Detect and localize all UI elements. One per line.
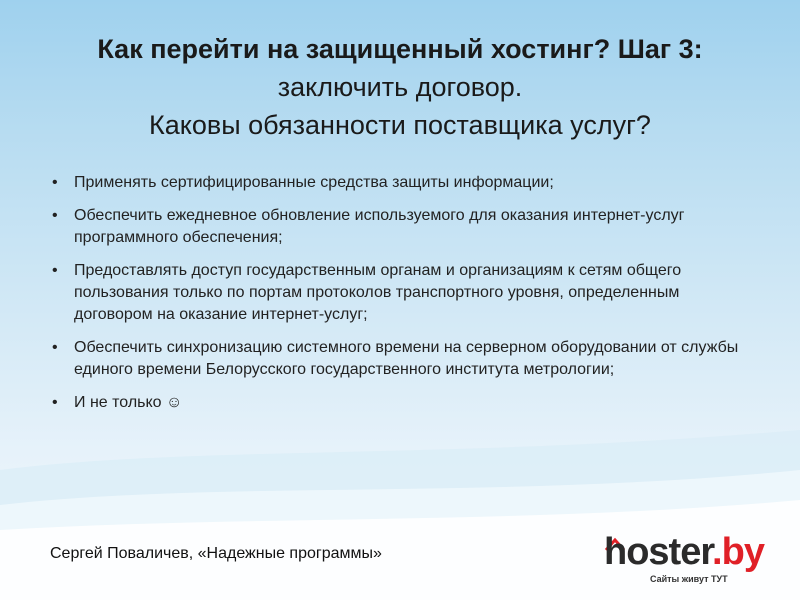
logo-wordmark <box>604 530 764 574</box>
bullet-icon: • <box>52 174 58 191</box>
list-item-text: Предоставлять доступ государственным органам и организациям к сетям общего пользования только по портам протоколов транспортного уровня, определенным договором на оказание интернет-услуг; <box>74 262 682 323</box>
list-item-text: Обеспечить ежедневное обновление используемого для оказания интернет-услуг программного обеспечения; <box>74 207 685 246</box>
author-credit: Сергей Поваличев, «Надежные программы» <box>50 545 382 562</box>
logo-tagline: Сайты живут ТУТ <box>650 574 728 584</box>
bullet-icon: • <box>52 339 58 356</box>
bullet-icon: • <box>52 262 58 279</box>
list-item <box>50 205 750 249</box>
list-item <box>50 172 750 194</box>
list-item-text: Применять сертифицированные средства защиты информации; <box>74 174 554 191</box>
title-line-3: Каковы обязанности поставщика услуг? <box>149 110 651 140</box>
bullet-icon: • <box>52 394 58 411</box>
list-item <box>50 260 750 326</box>
list-item-text: И не только ☺ <box>74 394 183 411</box>
logo-accent: .by <box>712 531 764 573</box>
title-line-2: заключить договор. <box>277 72 523 102</box>
list-item-text: Обеспечить синхронизацию системного времени на серверном оборудовании от службы единого времени Белорусского государственного института метрологии; <box>74 339 739 378</box>
list-item <box>50 392 750 414</box>
hoster-logo <box>604 530 774 590</box>
logo-main: hoster <box>604 531 713 573</box>
title-line-1: Как перейти на защищенный хостинг? Шаг 3: <box>97 34 703 64</box>
list-item <box>50 337 750 381</box>
obligations-list <box>50 172 750 425</box>
bullet-icon: • <box>52 207 58 224</box>
slide-title <box>30 30 770 144</box>
